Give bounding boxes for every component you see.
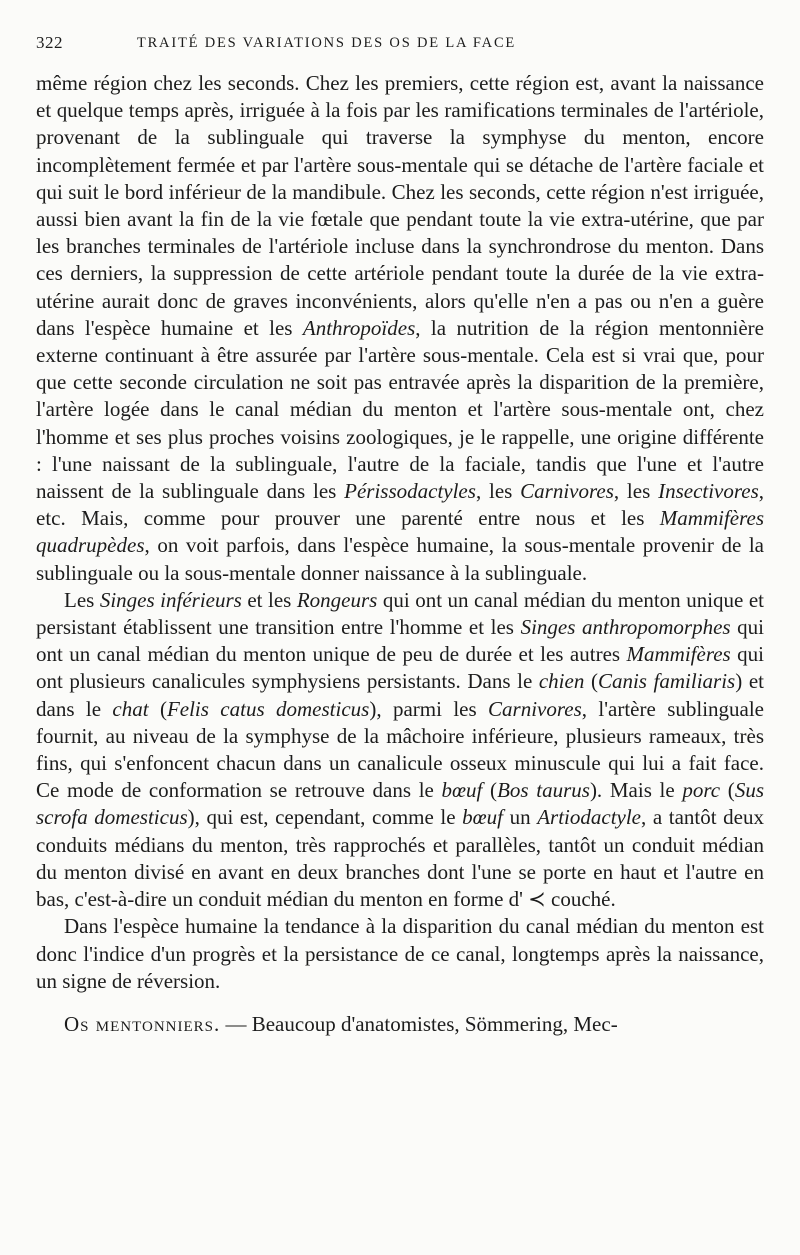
italic-term: Bos taurus: [497, 778, 590, 803]
text-run: Dans l'espèce humaine la tendance à la disparition du canal médian du menton est donc l'indice d'un progrès et la persistance de ce canal, longtemps après la naissance, un signe de réversion.: [36, 914, 764, 993]
text-run: (: [720, 778, 735, 803]
text-run: qui ont un canal médian du menton unique et persistant établissent une transition entre l'homme et les: [36, 587, 765, 640]
text-run: , la nutrition de la région mentonnière externe continuant à être assurée par l'artère sous-mentale. Cela est si vrai que, pour que cette seconde circulation ne soit pas entravée après la disparition de la première, l'artère logée dans le canal médian du menton et l'artère sous-mentale ont, chez l'homme et ses plus proches voisins zoologiques, je le rappelle, une origine différente : l'une naissant de la sublinguale, l'autre de la faciale, tandis que l'une et l'autre naissent de la sublinguale dans les: [36, 315, 764, 504]
text-run: un: [503, 805, 538, 830]
text-run: qui ont un canal médian du menton unique de peu de durée et les autres: [36, 615, 764, 667]
italic-term: Anthropoïdes: [302, 315, 416, 340]
text-run: , les: [475, 479, 521, 504]
text-run: qui ont plusieurs canalicules symphysiens persistants. Dans le: [36, 642, 764, 694]
running-title: TRAITÉ DES VARIATIONS DES OS DE LA FACE: [136, 34, 517, 51]
text-run: même région chez les seconds. Chez les premiers, cette région est, avant la naissance et quelque temps après, irriguée à la fois par les ramifications terminales de l'artériole, provenant de la sublinguale qui traverse la symphyse du menton, encore incomplètement fermée et par l'artère sous-mentale qui se détache de l'artère faciale et qui suit le bord inférieur de la mandibule. Chez les seconds, cette région n'est irriguée, aussi bien avant la fin de la vie fœtale que pendant toute la vie extra-utérine, que par les branches terminales de l'artériole incluse dans la synchrondrose du menton. Dans ces derniers, la suppression de cette artériole pendant toute la durée de la vie extra-utérine aurait donc de graves inconvénients, alors qu'elle n'en a pas ou n'en a guère dans l'espèce humaine et les: [36, 71, 764, 340]
paragraph-espece-humaine: [36, 913, 764, 995]
italic-term: Singes inférieurs: [99, 587, 242, 612]
italic-term: bœuf: [462, 805, 504, 830]
italic-term: Carnivores: [488, 696, 582, 721]
italic-term: Artiodactyle: [537, 805, 642, 830]
text-run: — Beaucoup d'anatomistes, Sömmering, Mec-: [220, 1011, 618, 1036]
paragraph-singes: [36, 587, 764, 913]
italic-term: Rongeurs: [296, 587, 378, 612]
text-run: , l'artère sublinguale fournit, au niveau de la symphyse de la mâchoire inférieure, plusieurs rameaux, très fins, qui s'enfoncent chacun dans un canalicule osseux minuscule qui lui a fait face. Ce mode de conformation se retrouve dans le: [36, 696, 765, 803]
text-run: Les: [64, 587, 100, 612]
text-run: (: [148, 696, 167, 721]
text-run: , on voit parfois, dans l'espèce humaine, la sous-mentale provenir de la sublinguale ou la sous-mentale donner naissance à la sublinguale.: [36, 533, 764, 585]
italic-term: chien: [538, 669, 585, 694]
paragraph-os-mentonniers: [36, 1011, 764, 1038]
italic-term: Carnivores: [520, 479, 614, 504]
italic-term: Mammifères quadrupèdes: [36, 506, 764, 558]
text-run: ), qui est, cependant, comme le: [187, 805, 463, 830]
body-text: [36, 70, 764, 1038]
text-run: ), parmi les: [369, 696, 489, 721]
italic-term: Felis catus domesticus: [166, 696, 370, 721]
text-run: ). Mais le: [589, 778, 683, 803]
italic-term: bœuf: [441, 778, 483, 803]
page-number: 322: [36, 33, 63, 52]
text-run: ) et dans le: [36, 669, 764, 721]
text-run: (: [482, 778, 498, 803]
running-header: [36, 31, 764, 55]
section-lead: Os mentonniers.: [64, 1011, 221, 1036]
italic-term: Mammifères: [626, 642, 731, 667]
italic-term: Canis familiaris: [597, 669, 736, 694]
text-run: et les: [241, 587, 297, 612]
text-run: , les: [613, 479, 659, 504]
italic-term: Sus scrofa domesticus: [36, 778, 764, 830]
italic-term: Périssodactyles: [344, 479, 476, 504]
text-run: , etc. Mais, comme pour prouver une parenté entre nous et les: [36, 479, 765, 531]
italic-term: porc: [682, 778, 721, 803]
italic-term: Insectivores: [658, 479, 759, 504]
text-run: (: [584, 669, 598, 694]
italic-term: Singes anthropomorphes: [520, 615, 731, 640]
italic-term: chat: [112, 696, 149, 721]
text-run: , a tantôt deux conduits médians du menton, très rapprochés et parallèles, tantôt un conduit médian du menton divisé en avant en deux branches dont l'une se porte en haut et l'autre en bas, c'est-à-dire un conduit médian du menton en forme d' ≺ couché.: [36, 805, 765, 912]
paragraph-continuation: [36, 70, 764, 587]
